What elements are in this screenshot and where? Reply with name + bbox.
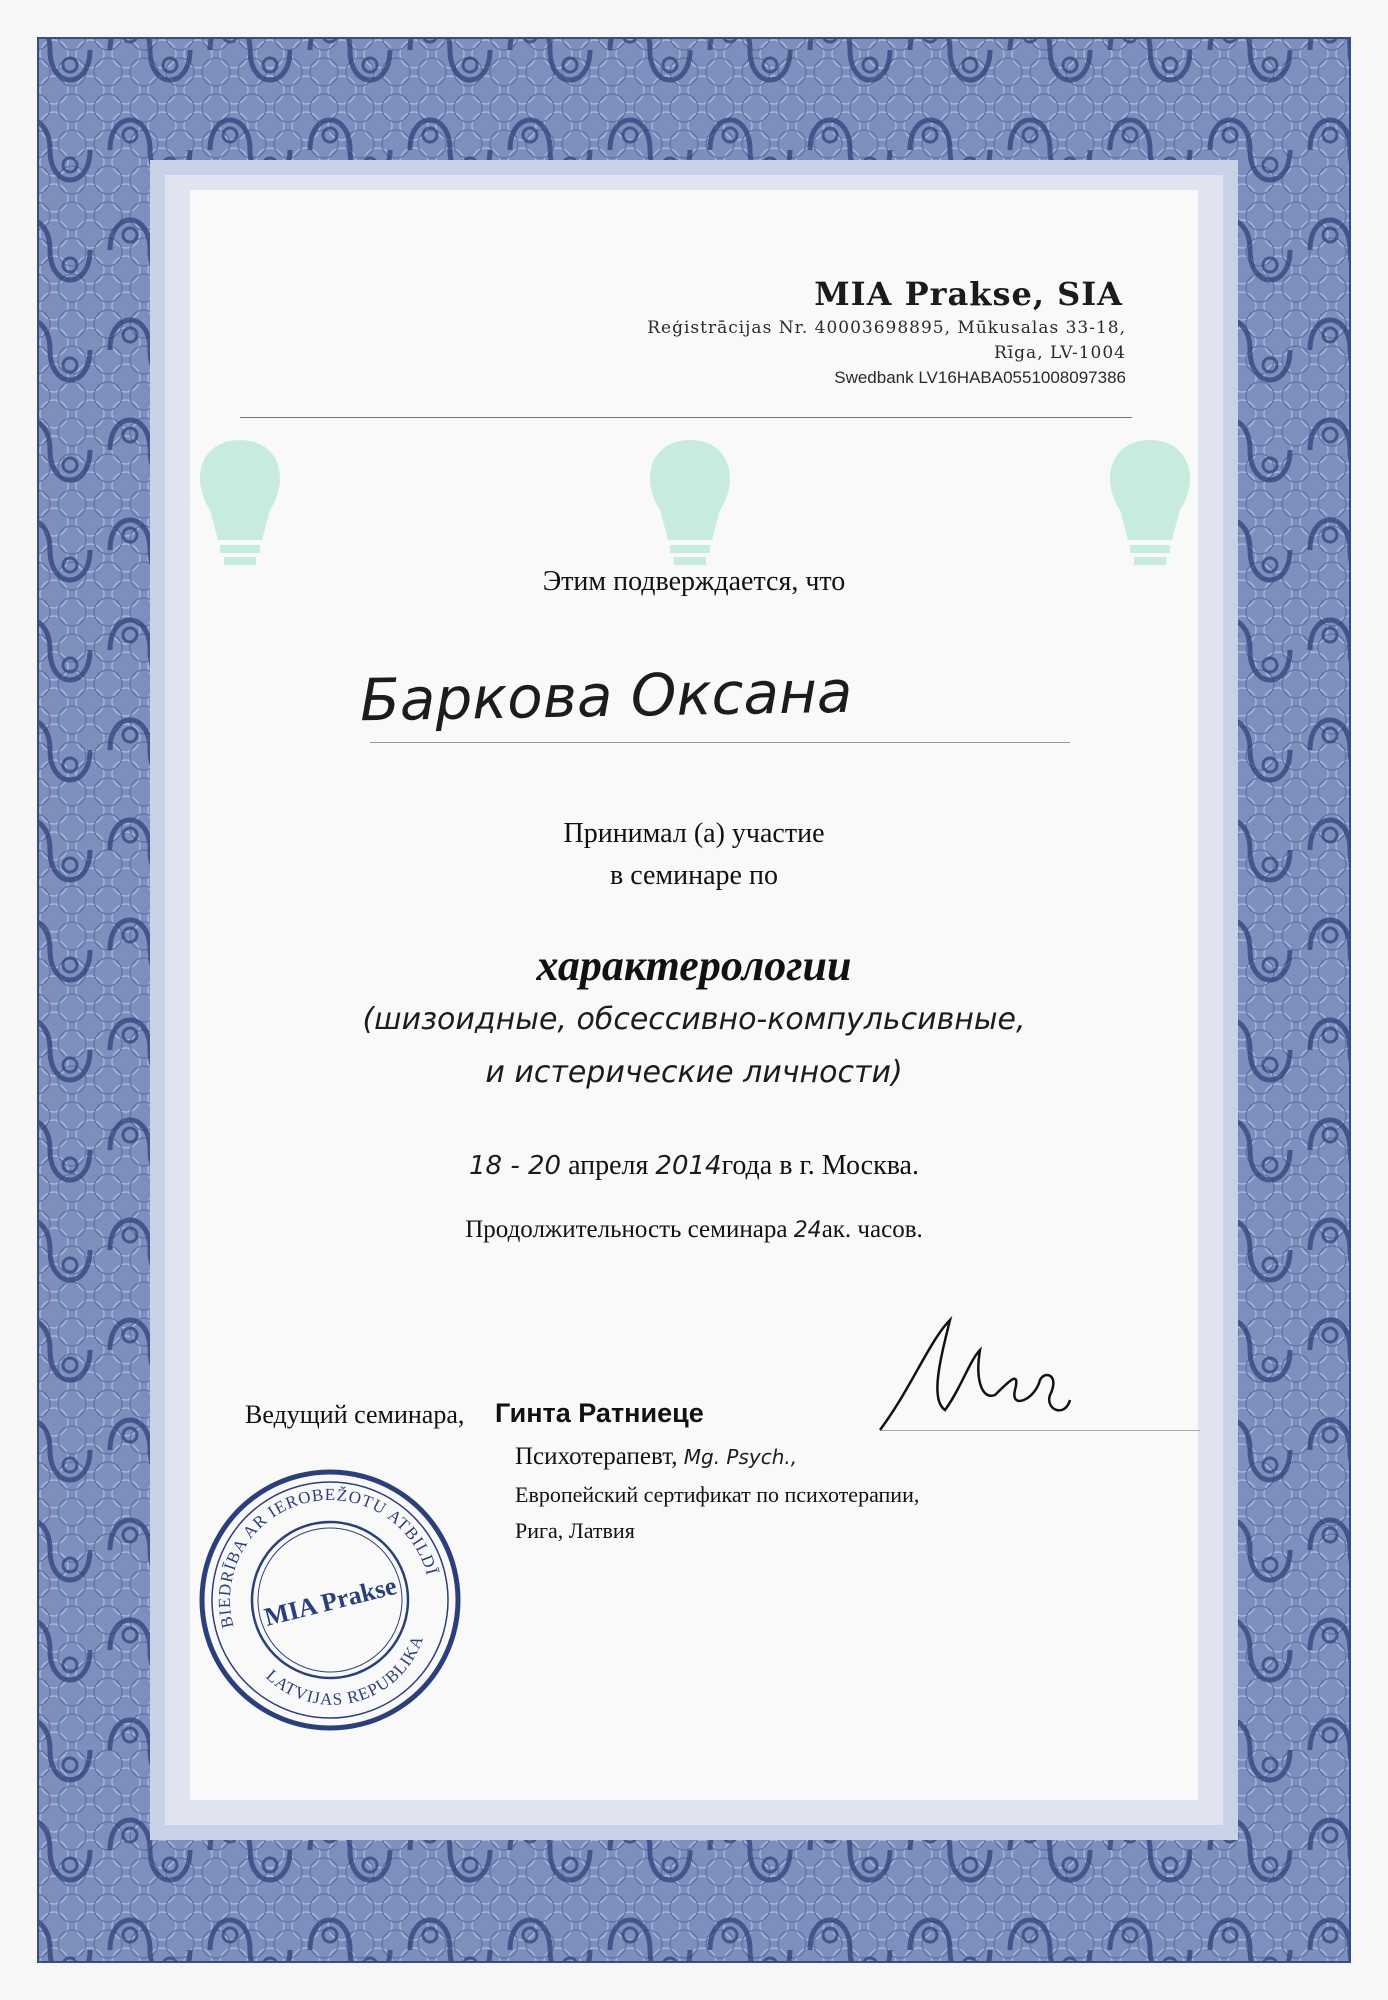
dates-line — [0, 1150, 1388, 1182]
svg-text:LATVIJAS REPUBLIKA — [260, 1628, 439, 1726]
duration-unit: ак. часов. — [821, 1216, 923, 1243]
leader-city: Рига, Латвия — [515, 1518, 635, 1543]
stamp-center-text: MIA Prakse — [261, 1571, 400, 1632]
intro-text: Этим подверждается, что — [542, 566, 846, 597]
header-divider — [240, 417, 1132, 418]
stamp-ring-bottom: LATVIJAS REPUBLIKA — [262, 1632, 428, 1709]
duration-line — [0, 1216, 1388, 1244]
leader-degree: Mg. Psych., — [683, 1445, 798, 1469]
leader-certificate: Европейский сертификат по психотерапии, — [515, 1482, 920, 1507]
duration-label: Продолжительность семинара — [465, 1216, 788, 1243]
place-text: года в г. Москва. — [721, 1150, 919, 1181]
duration-hours: 24 — [793, 1218, 822, 1243]
course-topic-line1: (шизоидные, обсессивно-компульсивные, — [362, 1002, 1026, 1037]
company-seal-stamp — [190, 1460, 470, 1740]
leader-role — [515, 1443, 797, 1471]
recipient-name: Баркова Оксана — [359, 657, 853, 735]
company-address: Rīga, LV-1004 — [993, 343, 1126, 363]
course-title: характерологии — [536, 941, 852, 990]
stamp-ring-top: SABIEDRĪBA AR IEROBEŽOTU ATBILDĪBU — [214, 1485, 442, 1630]
company-registration: Reģistrācijas Nr. 40003698895, Mūkusalas 33-18, — [647, 318, 1126, 338]
year-handwritten: 2014 — [655, 1151, 722, 1181]
seminar-text: в семинаре по — [610, 860, 778, 891]
company-name: MIA Prakse, SIA — [814, 275, 1123, 313]
leader-role-text: Психотерапевт, — [515, 1443, 678, 1470]
leader-name: Гинта Ратниеце — [495, 1398, 704, 1428]
dates-month: апреля — [568, 1150, 649, 1181]
leader-signature — [870, 1300, 1110, 1460]
participated-text: Принимал (а) участие — [563, 818, 825, 849]
leader-label: Ведущий семинара, — [245, 1400, 465, 1429]
recipient-underline — [370, 742, 1070, 743]
dates-handwritten: 18 - 20 — [468, 1151, 562, 1181]
company-bank: Swedbank LV16HABA0551008097386 — [834, 368, 1126, 387]
course-topic-line2: и истерические личности) — [485, 1055, 903, 1090]
